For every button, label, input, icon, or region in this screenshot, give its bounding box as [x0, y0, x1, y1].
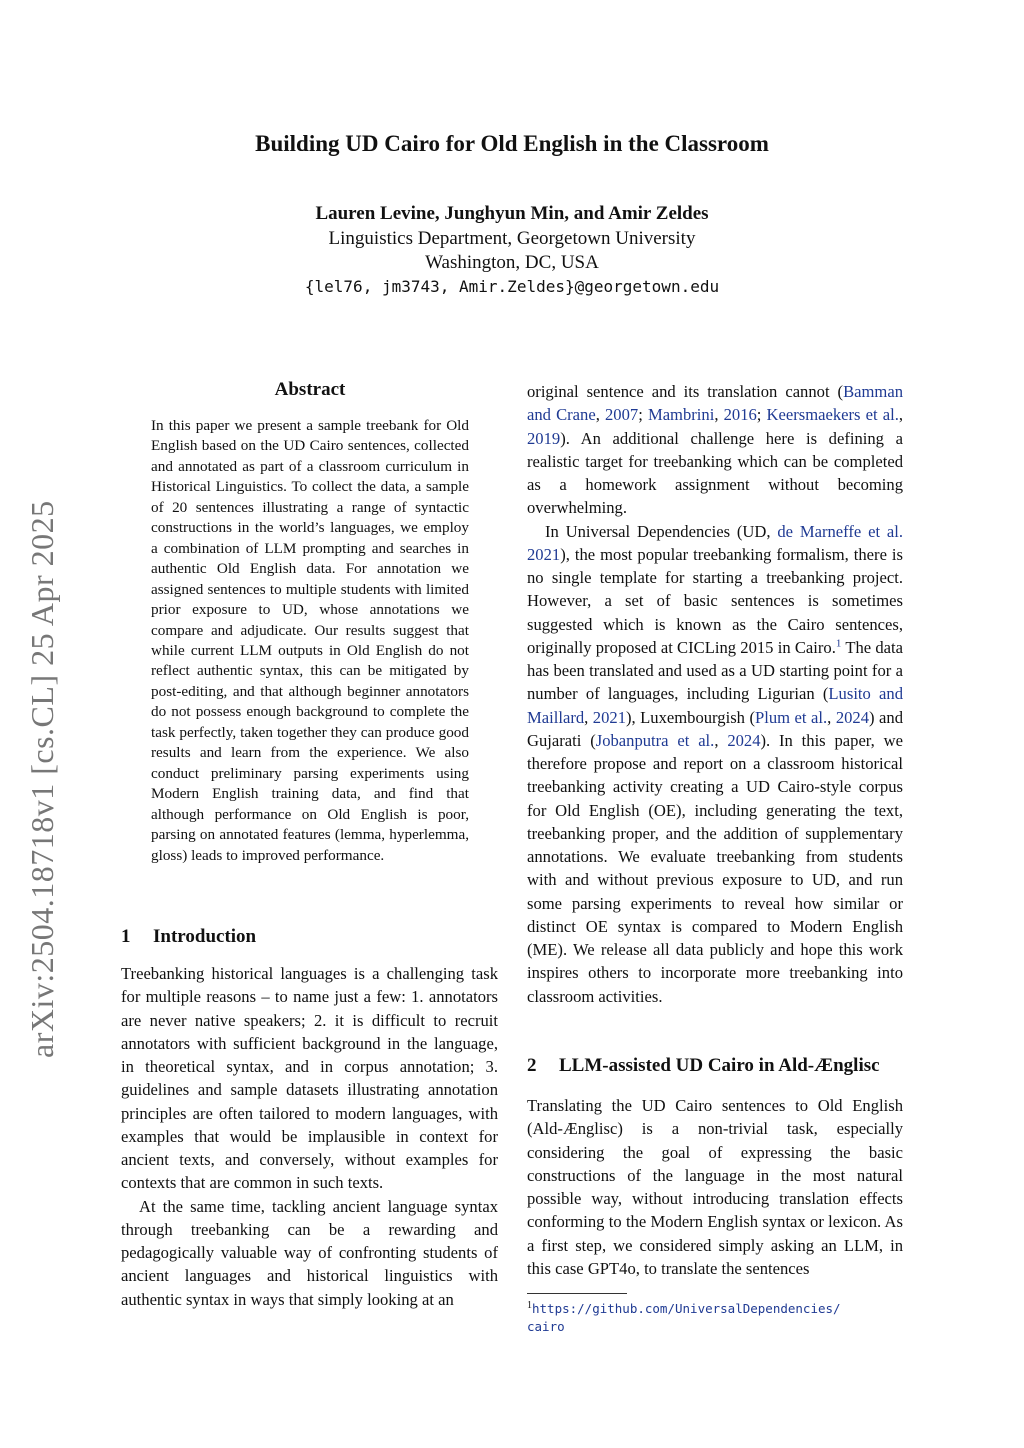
citation-link[interactable]: 2019	[527, 428, 561, 448]
section-title: Introduction	[153, 926, 257, 947]
citation-link[interactable]: Mambrini	[647, 405, 715, 425]
paragraph: In Universal Dependencies (UD, de Marneffe et al. 2021), the most popular treebanking formalism, there is no single template for starting a treebanking project. However, a set of basic sentences is sometimes suggested which is known as the Cairo sentences, originally proposed at CICLing 2015 in Cairo.$^1$ The data has been translated and used as a UD starting point for a number of languages, including Ligurian (Lusito and Maillard, 2021), Luxembourgish (Plum et al., 2024) and Gujarati (Jobanputra et al., 2024). In this paper, we therefore propose and report on a classroom historical treebanking activity creating a UD Cairo-style corpus for Old English (OE), including generating the text, treebanking proper, and the addition of supplementary annotations. We evaluate treebanking from students with and without previous exposure to UD, and run some parsing experiments to reveal how similar or distinct OE syntax is compared to Modern English (ME). We release all data publicly and hope this work inspires others to incorporate more treebanking into classroom activities.	[527, 521, 903, 1006]
arxiv-identifier: arXiv:2504.18718v1 [cs.CL] 25 Apr 2025	[24, 500, 60, 1058]
section-number: 1	[121, 926, 131, 947]
citation-link[interactable]: Jobanputra et al.	[595, 730, 715, 750]
citation-link[interactable]: Bamman and Crane	[527, 382, 903, 425]
citation-link[interactable]: Plum et al.	[754, 707, 828, 727]
paragraph: Translating the UD Cairo sentences to Old English (Ald-Ænglisc) is a non-trivial task, especially considering the goal of expressing the basic constructions of the language in the most natural possible way, without introducing translation effects conforming to the Modern English syntax or lexicon. As a first step, we considered simply asking an LLM, in this case GPT4o, to translate the sentences	[527, 1096, 903, 1278]
citation-link[interactable]: 2007	[605, 405, 639, 425]
paragraph: Treebanking historical languages is a challenging task for multiple reasons – to name just a few: 1. annotators are never native speakers; 2. it is difficult to recruit annotators with sufficient background in the language, in theoretical syntax, and in corpus annotation; 3. guidelines and sample datasets illustrating annotation principles are often tailored to modern languages, with examples that would be implausible in context for ancient texts, and conversely, without examples for contexts that are common in such texts.	[121, 964, 498, 1193]
footnote-marker[interactable]: 1	[835, 637, 842, 650]
paper-title: Building UD Cairo for Old English in the Classroom	[255, 131, 769, 156]
citation-link[interactable]: 2024	[727, 730, 761, 750]
citation-link[interactable]: Keersmaekers et al.	[766, 405, 899, 425]
paragraph: At the same time, tackling ancient language syntax through treebanking can be a rewarding and pedagogically valuable way of confronting students of ancient languages and historical linguistics with authentic syntax in ways that simply looking at an	[121, 1196, 498, 1309]
citation-link[interactable]: 2024	[835, 707, 869, 727]
introduction-body-right	[527, 380, 903, 1008]
citation-link[interactable]: de Marneffe et al.	[777, 521, 903, 541]
footnote	[527, 1297, 907, 1336]
abstract-heading: Abstract	[274, 379, 346, 400]
affiliation: Linguistics Department, Georgetown University	[328, 228, 696, 249]
section-heading-llm-assisted	[527, 1055, 880, 1077]
introduction-body-left	[121, 962, 498, 1311]
abstract-text: In this paper we present a sample treebank for Old English based on the UD Cairo sentences, collected and annotated as part of a classroom curriculum in Historical Linguistics. To collect the data, a sample of 20 sentences illustrating a range of syntactic constructions in the world’s languages, we employ a combination of LLM prompting and searches in authentic Old English data. For annotation we assigned sentences to multiple students with limited prior exposure to UD, whose annotations we compare and adjudicate. Our results suggest that while current LLM outputs in Old English do not reflect authentic syntax, this can be mitigated by post-editing, and that although beginner annotators do not possess enough background to complete the task perfectly, taken together they can produce good results and learn from the experience. We also conduct preliminary parsing experiments using Modern English training data, and find that although performance on Old English is poor, parsing on annotated features (lemma, hyperlemma, gloss) leads to improved performance.	[151, 417, 469, 864]
section-heading-introduction	[121, 926, 256, 948]
citation-link[interactable]: 2021	[592, 707, 626, 727]
citation-link[interactable]: 2016	[723, 405, 757, 425]
footnote-url[interactable]: https://github.com/UniversalDependencies/ cairo	[527, 1301, 841, 1335]
author-emails: {lel76, jm3743, Amir.Zeldes}@georgetown.edu	[304, 277, 720, 296]
paragraph-continued: original sentence and its translation cannot (Bamman and Crane, 2007; Mambrini, 2016; Keersmaekers et al., 2019). An additional challenge here is defining a realistic target for treebanking which can be completed as a homework assignment without becoming overwhelming.	[527, 382, 904, 518]
section-number: 2	[527, 1055, 537, 1076]
section-title: LLM-assisted UD Cairo in Ald-Ænglisc	[559, 1055, 880, 1076]
citation-link[interactable]: 2021	[527, 544, 561, 564]
footnote-number: 1	[527, 1300, 532, 1311]
author-list: Lauren Levine, Junghyun Min, and Amir Zeldes	[315, 203, 709, 224]
citation-link[interactable]: Lusito and Maillard	[527, 684, 903, 727]
affiliation-location: Washington, DC, USA	[425, 252, 599, 273]
footnote-divider	[527, 1293, 627, 1294]
section2-body	[527, 1094, 903, 1280]
